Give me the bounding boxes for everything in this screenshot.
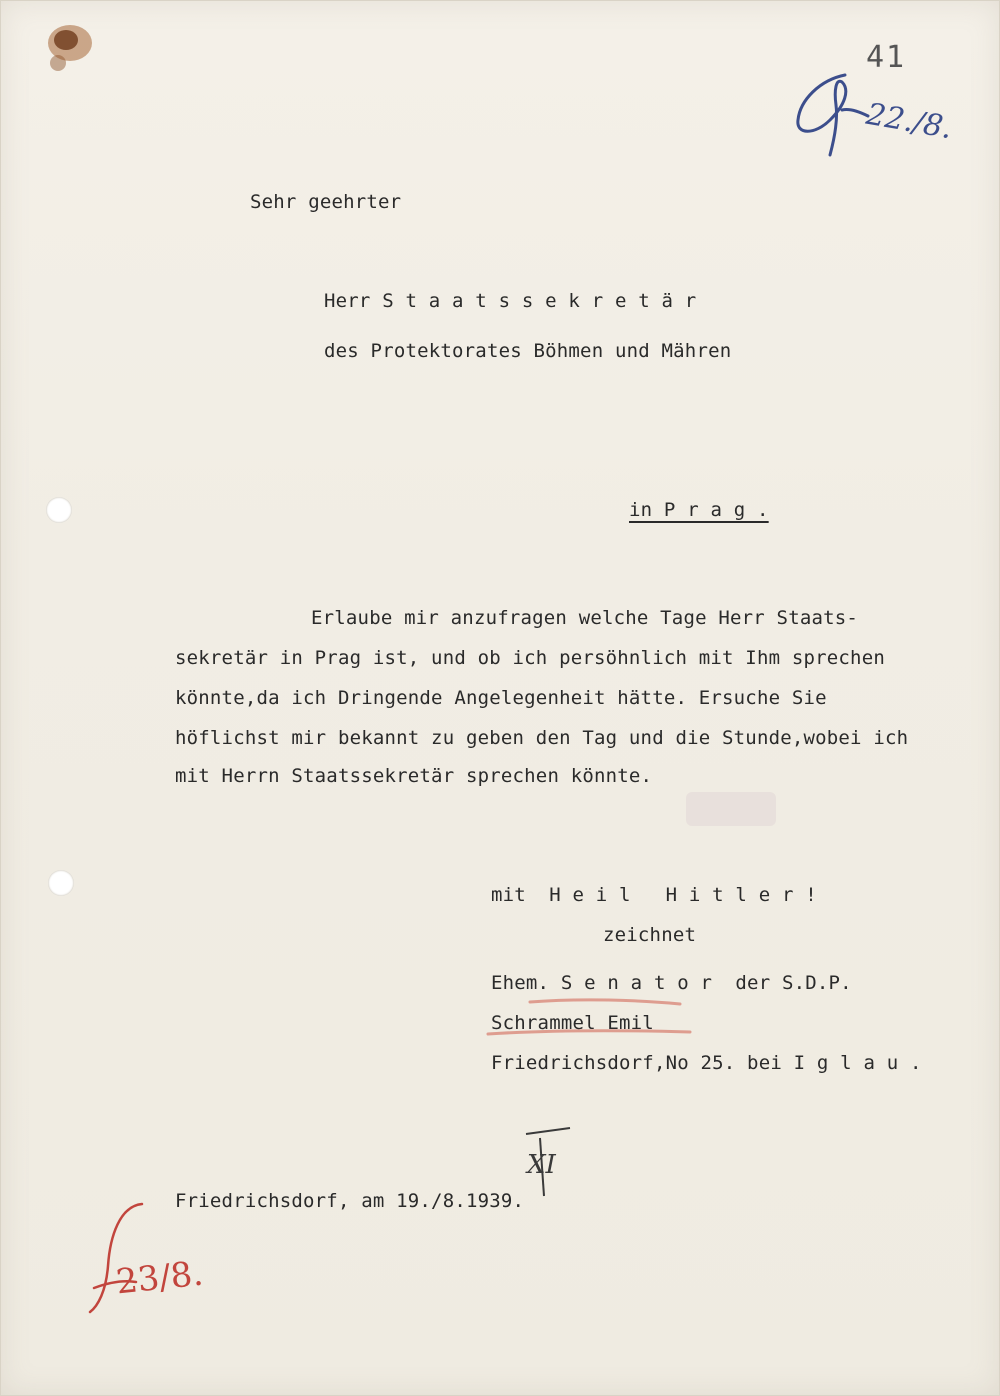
body-line-2: sekretär in Prag ist, und ob ich persöhnlich mit Ihm sprechen	[175, 647, 885, 669]
body-line-3: könnte,da ich Dringende Angelegenheit hätte. Ersuche Sie	[175, 687, 827, 709]
salutation: Sehr geehrter	[250, 191, 402, 213]
recipient-office: des Protektorates Böhmen und Mähren	[324, 340, 732, 362]
roman-numeral: XI	[527, 1150, 556, 1180]
punch-hole-upper	[46, 497, 72, 523]
closing-greeting: mit H e i l H i t l e r !	[491, 884, 817, 906]
recipient-title: Herr S t a a t s s e k r e t ä r	[324, 290, 697, 312]
punch-hole-lower	[48, 870, 74, 896]
signatory-address: Friedrichsdorf,No 25. bei I g l a u .	[491, 1052, 922, 1074]
rust-stain	[40, 18, 110, 78]
body-line-4: höflichst mir bekannt zu geben den Tag und die Stunde,wobei ich	[175, 727, 909, 749]
red-date-annotation: 23/8.	[114, 1253, 206, 1303]
blue-date-annotation: 22./8.	[863, 96, 955, 147]
body-line-1: Erlaube mir anzufragen welche Tage Herr Staats-	[311, 607, 859, 629]
body-line-5: mit Herrn Staatssekretär sprechen könnte.	[175, 765, 653, 787]
recipient-location: in P r a g .	[629, 499, 769, 521]
faded-stamp	[686, 792, 776, 826]
page-number: 41	[866, 40, 907, 75]
date-line: Friedrichsdorf, am 19./8.1939.	[175, 1190, 525, 1212]
closing-position: Ehem. S e n a t o r der S.D.P.	[491, 972, 852, 994]
closing-signed: zeichnet	[603, 924, 697, 946]
signatory-name: Schrammel Emil	[491, 1012, 654, 1034]
